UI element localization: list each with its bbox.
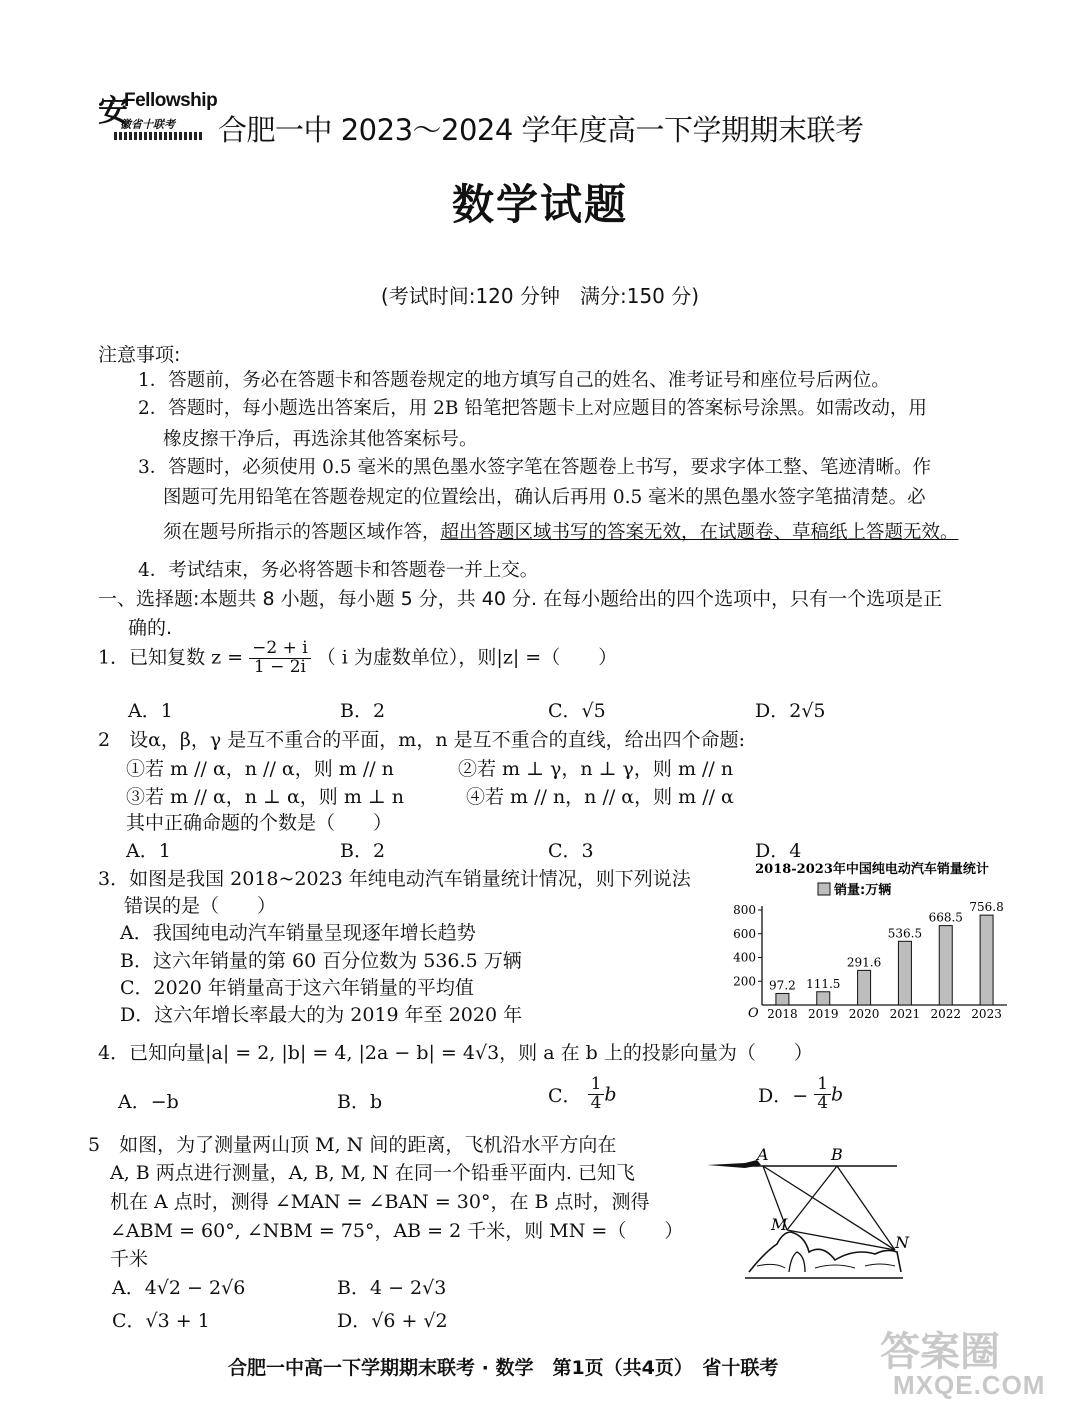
mountain-shading — [757, 1264, 895, 1268]
q4-option-c — [548, 1076, 617, 1113]
q2-proposition-3: ③若 m // α，n ⊥ α，则 m ⊥ n — [126, 786, 405, 808]
question-5-line: A, B 两点进行测量，A, B, M, N 在同一个铅垂平面内. 已知飞 — [110, 1162, 635, 1184]
logo-barcode — [114, 132, 204, 140]
point-label-N: N — [895, 1233, 909, 1252]
q5-figure-svg — [705, 1132, 909, 1297]
q4-c-vector: b — [604, 1083, 617, 1106]
q1-denominator: 1 − 2i — [253, 656, 306, 677]
bar — [939, 926, 952, 1005]
q5-option-a: A．4√2 − 2√6 — [112, 1277, 246, 1299]
x-tick-label: 2019 — [807, 1007, 839, 1021]
q2-option-b: B．2 — [340, 840, 386, 862]
notice-item — [163, 518, 959, 544]
bar-value-label: 291.6 — [846, 955, 882, 970]
q1-option-d: D．2√5 — [755, 700, 826, 722]
y-tick-label: 400 — [733, 950, 756, 965]
notice-item: 2．答题时，每小题选出答案后，用 2B 铅笔把答题卡上对应题目的答案标号涂黑。如需改动，用 — [138, 398, 927, 419]
section-heading: 一、选择题:本题共 8 小题，每小题 5 分，共 40 分. 在每小题给出的四个选项中，只有一个选项是正 — [98, 588, 943, 610]
q4-c-den: 4 — [590, 1092, 602, 1113]
question-1-stem — [98, 640, 617, 677]
notice-item: 1．答题前，务必在答题卡和答题卷规定的地方填写自己的姓名、准考证号和座位号后两位。 — [138, 370, 890, 391]
mountain-arch — [789, 1252, 805, 1272]
chart-svg — [722, 855, 1022, 1030]
notice-item-emphasis: 超出答题区域书写的答案无效，在试题卷、草稿纸上答题无效。 — [440, 522, 959, 543]
line-BM — [787, 1166, 837, 1230]
q2-proposition-2: ②若 m ⊥ γ，n ⊥ γ，则 m // n — [458, 758, 734, 780]
exam-header: 合肥一中 2023～2024 学年度高一下学期期末联考 — [218, 113, 864, 147]
q4-d-fraction — [814, 1076, 831, 1113]
x-tick-label: 2023 — [971, 1007, 1002, 1021]
page-footer: 合肥一中高一下学期期末联考 · 数学 第1页（共4页） 省十联考 — [228, 1357, 779, 1379]
chart-title: 2018-2023年中国纯电动汽车销量统计 — [755, 862, 989, 877]
q4-option-a: A．−b — [118, 1091, 179, 1113]
watermark-logo: 答案圈 — [880, 1329, 1000, 1375]
y-tick-label: 600 — [733, 926, 756, 941]
notice-item: 3．答题时，必须使用 0.5 毫米的黑色墨水签字笔在答题卷上书写，要求字体工整、笔迹清晰。作 — [138, 457, 931, 478]
q5-option-b: B．4 − 2√3 — [337, 1277, 447, 1299]
q2-option-c: C．3 — [548, 840, 594, 862]
q3-option-a: A．我国纯电动汽车销量呈现逐年增长趋势 — [120, 922, 476, 944]
x-tick-label: 2022 — [930, 1007, 962, 1021]
q2-proposition-4: ④若 m // n，n // α，则 m // α — [466, 786, 734, 808]
q1-numerator: −2 + i — [249, 640, 311, 659]
q1-option-b: B．2 — [340, 700, 386, 722]
origin-label: O — [748, 1006, 759, 1021]
question-2-stem: 2 设α，β，γ 是互不重合的平面，m，n 是互不重合的直线，给出四个命题: — [98, 729, 745, 751]
notice-item: 图题可先用铅笔在答题卷规定的位置绘出，确认后再用 0.5 毫米的黑色墨水签字笔描清楚。必 — [163, 487, 926, 508]
q1-pre: 1．已知复数 z = — [98, 646, 244, 669]
bar-value-label: 668.5 — [928, 910, 963, 925]
notice-heading: 注意事项: — [98, 344, 181, 366]
notice-item: 4．考试结束，务必将答题卡和答题卷一并上交。 — [138, 560, 539, 581]
notice-item: 橡皮擦干净后，再选涂其他答案标号。 — [163, 429, 478, 450]
q3-option-b: B．这六年销量的第 60 百分位数为 536.5 万辆 — [120, 950, 522, 972]
q4-option-d — [758, 1076, 843, 1113]
bar-value-label: 97.2 — [769, 978, 796, 993]
notice-item-part: 须在题号所指示的答题区域作答， — [163, 522, 441, 543]
q2-option-a: A．1 — [126, 840, 171, 862]
q1-post: （ i 为虚数单位），则|z| =（ ） — [316, 646, 618, 669]
q4-d-den: 4 — [817, 1092, 829, 1113]
logo — [98, 86, 218, 146]
question-5-line: ∠ABM = 60°, ∠NBM = 75°，AB = 2 千米，则 MN =（ ） — [110, 1220, 684, 1242]
question-5-line: 机在 A 点时，测得 ∠MAN = ∠BAN = 30°，在 B 点时，测得 — [110, 1191, 650, 1213]
q4-option-c-label: C． — [548, 1084, 582, 1107]
section-heading-cont: 确的. — [128, 617, 173, 639]
question-5-line: 千米 — [110, 1248, 149, 1270]
q2-option-d: D．4 — [755, 840, 802, 862]
q4-c-fraction — [588, 1076, 605, 1113]
x-tick-label: 2020 — [848, 1007, 880, 1021]
bar-value-label: 111.5 — [806, 976, 841, 991]
point-label-B: B — [831, 1145, 843, 1164]
logo-brand: Fellowship — [124, 90, 218, 111]
watermark-url: MXQE.COM — [893, 1370, 1046, 1400]
y-tick-label: 800 — [733, 903, 756, 917]
q5-option-c: C．√3 + 1 — [112, 1310, 210, 1332]
x-tick-label: 2018 — [767, 1007, 798, 1021]
q2-proposition-1: ①若 m // α，n // α，则 m // n — [126, 758, 394, 780]
question-3-stem: 3．如图是我国 2018~2023 年纯电动汽车销量统计情况，则下列说法 — [98, 868, 691, 890]
q5-figure — [705, 1132, 909, 1297]
airplane-icon — [707, 1160, 761, 1168]
sales-bar-chart — [722, 855, 1022, 1030]
q4-d-vector: b — [831, 1083, 844, 1106]
q3-option-c: C．2020 年销量高于这六年销量的平均值 — [120, 977, 474, 999]
exam-info: (考试时间:120 分钟 满分:150 分) — [380, 284, 700, 308]
question-3-stem-cont: 错误的是（ ） — [124, 895, 277, 917]
q4-c-num: 1 — [588, 1076, 605, 1095]
q2-ask: 其中正确命题的个数是（ ） — [126, 812, 393, 834]
y-tick-label: 200 — [733, 974, 756, 989]
point-label-A: A — [757, 1145, 769, 1164]
q1-fraction — [249, 640, 311, 677]
chart-marks — [733, 900, 1007, 1021]
q1-option-c: C．√5 — [548, 700, 606, 722]
q3-option-d: D．这六年增长率最大的为 2019 年至 2020 年 — [120, 1004, 523, 1026]
question-5-line: 5 如图，为了测量两山顶 M, N 间的距离，飞机沿水平方向在 — [88, 1134, 617, 1156]
point-label-M: M — [771, 1215, 788, 1234]
line-BN — [837, 1166, 895, 1250]
bar — [858, 970, 871, 1005]
question-4-stem: 4．已知向量|a| = 2, |b| = 4, |2a − b| = 4√3，则 a 在 b 上的投影向量为（ ） — [98, 1042, 813, 1064]
logo-char: 安 — [98, 94, 128, 129]
q1-option-a: A．1 — [128, 700, 173, 722]
q4-d-num: 1 — [814, 1076, 831, 1095]
bar — [980, 915, 993, 1005]
bar — [817, 992, 830, 1005]
bar-value-label: 536.5 — [887, 926, 923, 941]
x-tick-label: 2021 — [889, 1007, 921, 1021]
page-title: 数学试题 — [451, 180, 628, 229]
q4-option-b: B．b — [337, 1091, 383, 1113]
logo-sub: 徽省十联考 — [120, 118, 175, 131]
q5-option-d: D．√6 + √2 — [337, 1310, 448, 1332]
bar — [776, 993, 789, 1005]
legend-swatch — [818, 883, 830, 895]
q4-option-d-label: D．− — [758, 1084, 809, 1107]
bar — [898, 941, 911, 1005]
legend-label: 销量:万辆 — [834, 883, 892, 898]
bar-value-label: 756.8 — [969, 900, 1004, 915]
